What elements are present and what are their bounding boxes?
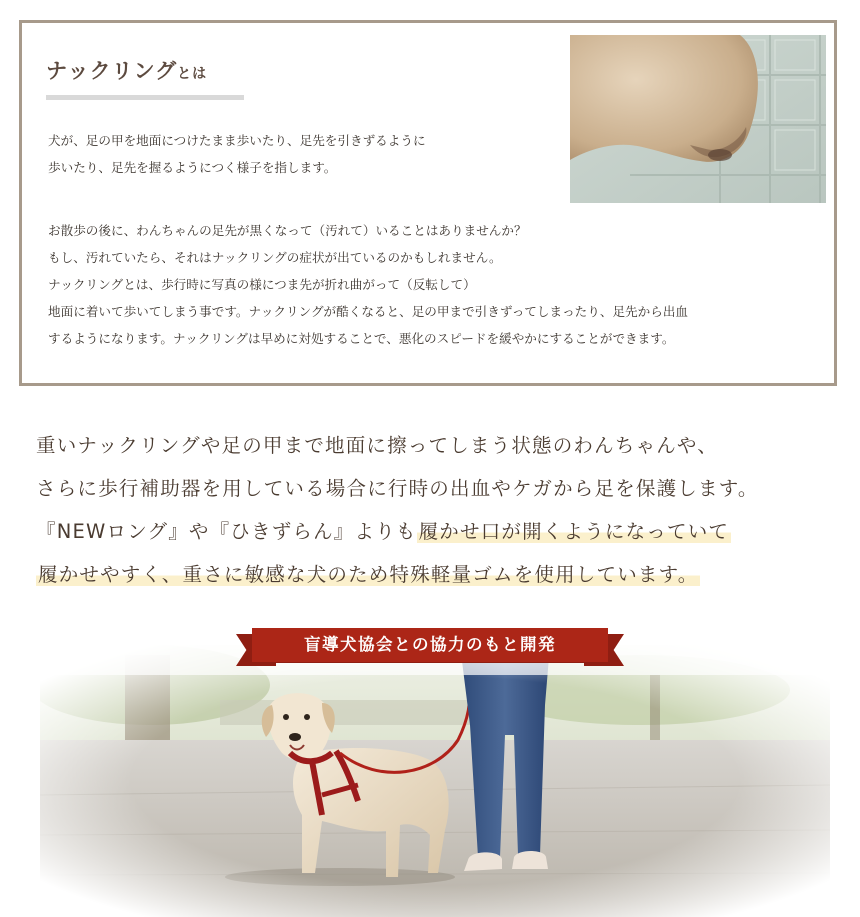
paragraph-line: 犬が、足の甲を地面につけたまま歩いたり、足先を引きずるように xyxy=(48,133,426,148)
paragraph-symptoms xyxy=(48,217,688,352)
guide-dog-photo xyxy=(40,645,830,917)
info-title-suffix: とは xyxy=(177,66,208,82)
info-title-main: ナックリング xyxy=(46,59,178,83)
description-line-1: 重いナックリングや足の甲まで地面に擦ってしまう状態のわんちゃんや、 xyxy=(36,434,718,457)
development-ribbon xyxy=(236,628,624,670)
paragraph-line: お散歩の後に、わんちゃんの足先が黒くなって（汚れて）いることはありませんか？ xyxy=(48,223,527,238)
title-underline xyxy=(46,95,244,100)
description-line-2: さらに歩行補助器を用している場合に行時の出血やケガから足を保護します。 xyxy=(36,477,759,500)
info-heading xyxy=(46,55,246,100)
ribbon-label: 盲導犬協会との協力のもと開発 xyxy=(252,628,608,662)
description-highlight: 履かせやすく、重さに敏感な犬のため特殊軽量ゴムを使用しています。 xyxy=(38,563,699,586)
paw-photo xyxy=(570,35,826,203)
knuckling-info-box xyxy=(19,20,837,386)
paragraph-line: ナックリングとは、歩行時に写真の様につま先が折れ曲がって（反転して） xyxy=(48,277,476,292)
paragraph-line: するようになります。ナックリングは早めに対処することで、悪化のスピードを緩やかにすることができます。 xyxy=(48,331,675,346)
description-line-4 xyxy=(36,557,836,600)
paragraph-definition xyxy=(48,127,426,181)
description-line-3 xyxy=(36,514,836,557)
description-highlight: 履かせ口が開くようになっていて xyxy=(418,520,730,543)
product-description xyxy=(36,428,836,600)
paragraph-line: もし、汚れていたら、それはナックリングの症状が出ているのかもしれません。 xyxy=(48,250,502,265)
paragraph-line: 歩いたり、足先を握るようにつく様子を指します。 xyxy=(48,160,337,175)
info-title xyxy=(46,55,246,85)
paragraph-line: 地面に着いて歩いてしまう事です。ナックリングが酷くなると、足の甲まで引きずってしまったり、足先から出血 xyxy=(48,304,689,319)
description-line-3-plain: 『NEWロング』や『ひきずらん』よりも xyxy=(36,520,417,543)
